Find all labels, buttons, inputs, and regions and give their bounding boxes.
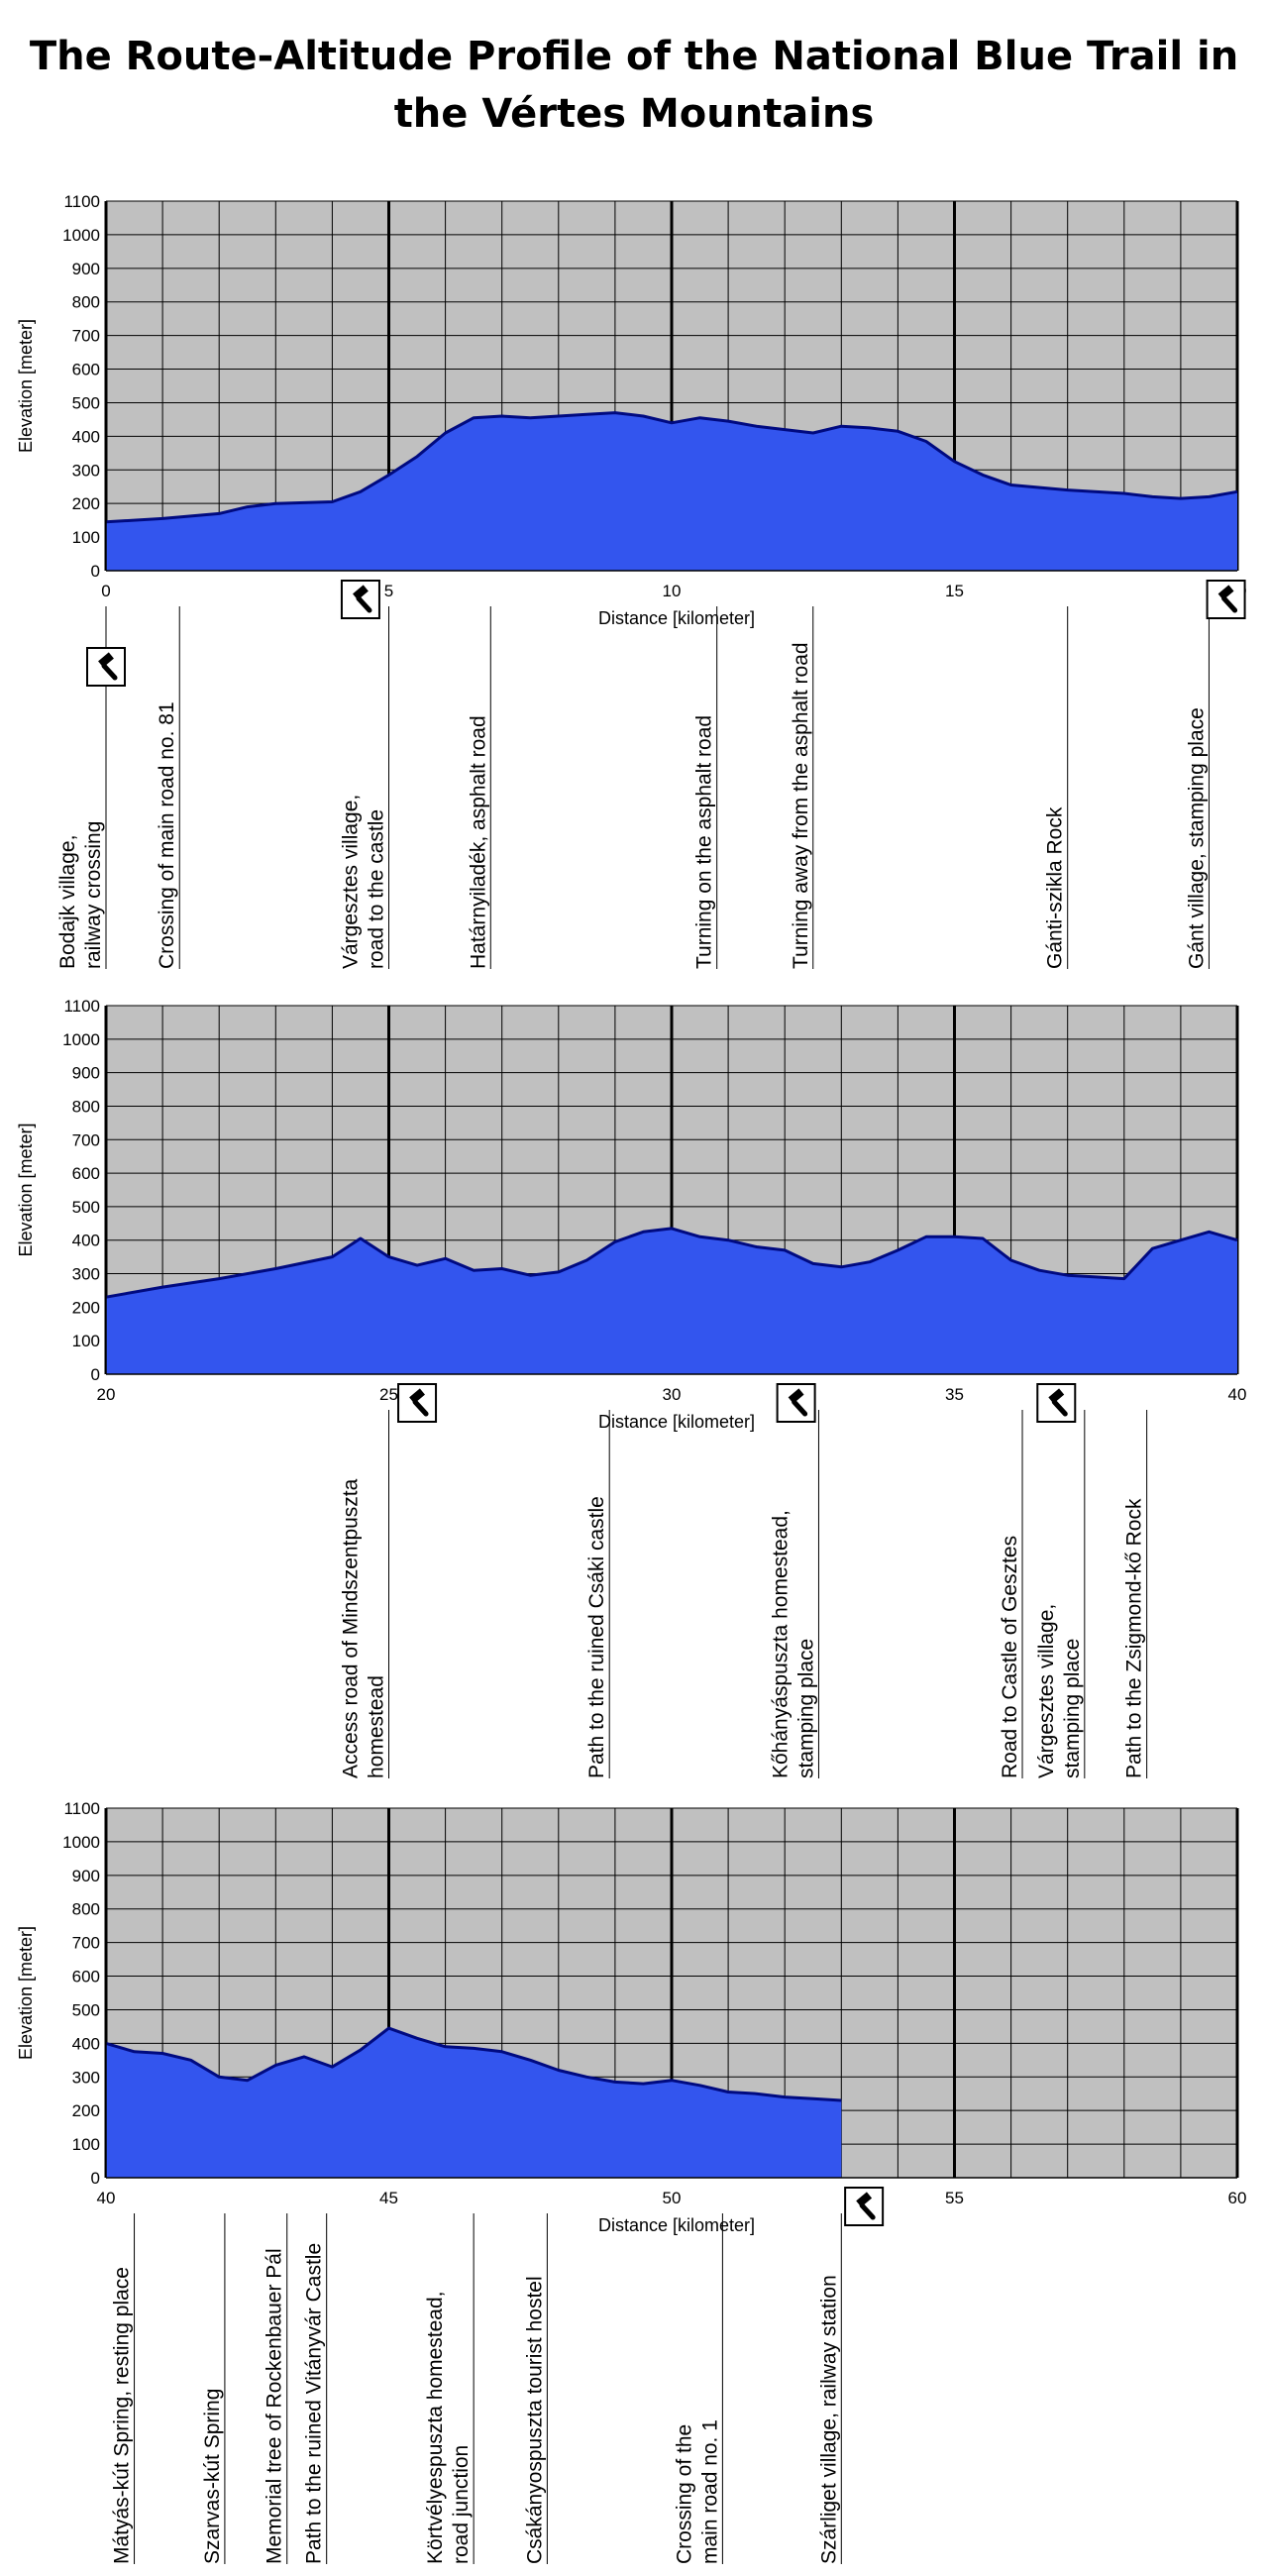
x-tick-label: 0 — [101, 582, 111, 600]
y-tick-label: 100 — [71, 2135, 100, 2155]
y-axis-label: Elevation [meter] — [16, 1123, 36, 1257]
y-tick-label: 800 — [71, 1899, 100, 1919]
x-tick-label: 15 — [945, 582, 964, 600]
landmark-label: Szarvas-kút Spring — [200, 2388, 224, 2564]
x-tick-label: 30 — [662, 1385, 682, 1404]
landmark-label: road to the castle — [365, 808, 388, 969]
x-tick-label: 45 — [379, 2189, 398, 2207]
y-tick-label: 800 — [71, 292, 100, 312]
stamp-icon — [398, 1384, 436, 1422]
x-tick-label: 25 — [379, 1385, 398, 1404]
landmark-label: Gánt village, stamping place — [1185, 707, 1209, 969]
landmark-label: Csákányospuszta tourist hostel — [523, 2276, 547, 2564]
y-tick-label: 300 — [71, 1264, 100, 1284]
landmark-label: Path to the ruined Vitányvár Castle — [302, 2242, 326, 2564]
stamp-icon — [342, 581, 379, 618]
landmark-label: Kőhányáspuszta homestead, — [769, 1510, 792, 1778]
x-axis-label: Distance [kilometer] — [597, 608, 756, 628]
landmark-label: road junction — [450, 2444, 474, 2564]
landmark-label: main road no. 1 — [698, 2419, 722, 2564]
y-tick-label: 300 — [71, 2068, 100, 2088]
y-tick-label: 400 — [71, 2034, 100, 2054]
y-tick-label: 1100 — [63, 1799, 100, 1818]
y-tick-label: 1000 — [62, 1029, 100, 1049]
y-tick-label: 1000 — [62, 1832, 100, 1852]
landmark-label: Memorial tree of Rockenbauer Pál — [263, 2248, 286, 2564]
landmark-label: Path to the ruined Csáki castle — [585, 1496, 609, 1778]
x-tick-label: 40 — [96, 2189, 116, 2207]
landmark-label: stamping place — [1060, 1638, 1084, 1778]
x-tick-label: 55 — [945, 2189, 964, 2207]
landmark-label: stamping place — [794, 1638, 818, 1778]
chart-panel-3 — [16, 1799, 1246, 2564]
y-tick-label: 700 — [71, 1933, 100, 1953]
x-tick-label: 60 — [1227, 2189, 1247, 2207]
y-tick-label: 0 — [90, 1365, 100, 1384]
y-tick-label: 200 — [71, 2101, 100, 2121]
y-tick-label: 400 — [71, 1231, 100, 1250]
y-tick-label: 1000 — [62, 225, 100, 245]
y-tick-label: 700 — [71, 1130, 100, 1150]
landmark-label: homestead — [365, 1675, 388, 1778]
y-tick-label: 600 — [71, 1967, 100, 1986]
x-axis-label: Distance [kilometer] — [597, 2215, 756, 2235]
y-tick-label: 700 — [71, 326, 100, 346]
chart-panel-1 — [16, 192, 1246, 969]
landmark-label: Körtvélyespuszta homestead, — [424, 2291, 448, 2564]
x-tick-label: 20 — [96, 1385, 116, 1404]
landmark-label: Road to Castle of Gesztes — [999, 1535, 1022, 1778]
chart-panel-2 — [16, 997, 1246, 1778]
y-tick-label: 500 — [71, 393, 100, 413]
landmark-label: Path to the Zsigmond-kő Rock — [1122, 1498, 1146, 1778]
landmark-label: Crossing of main road no. 81 — [156, 701, 179, 969]
landmark-label: Határnyiladék, asphalt road — [467, 715, 490, 969]
stamp-icon — [1037, 1384, 1075, 1422]
y-tick-label: 0 — [90, 562, 100, 581]
x-axis-label: Distance [kilometer] — [597, 1412, 756, 1432]
y-tick-label: 1100 — [63, 192, 100, 211]
y-tick-label: 200 — [71, 1298, 100, 1318]
x-tick-label: 40 — [1227, 1385, 1247, 1404]
stamp-icon — [778, 1384, 815, 1422]
y-tick-label: 400 — [71, 427, 100, 447]
y-tick-label: 500 — [71, 2000, 100, 2020]
y-tick-label: 200 — [71, 494, 100, 514]
y-tick-label: 1100 — [63, 997, 100, 1016]
y-tick-label: 500 — [71, 1197, 100, 1217]
x-tick-label: 35 — [945, 1385, 964, 1404]
title-line-1: The Route-Altitude Profile of the National Blue Trail in — [29, 34, 1239, 79]
landmark-label: Turning away from the asphalt road — [789, 642, 812, 969]
y-axis-label: Elevation [meter] — [16, 318, 36, 454]
x-tick-label: 50 — [662, 2189, 682, 2207]
stamp-icon — [845, 2188, 883, 2225]
landmark-label: Bodajk village, — [56, 834, 79, 969]
y-tick-label: 900 — [71, 1063, 100, 1083]
landmark-label: Várgesztes village, — [339, 794, 363, 969]
landmark-label: Mátyás-kút Spring, resting place — [110, 2267, 134, 2564]
landmark-label: Szárliget village, railway station — [817, 2275, 841, 2564]
y-tick-label: 600 — [71, 1164, 100, 1184]
y-tick-label: 900 — [71, 259, 100, 278]
y-tick-label: 100 — [71, 1332, 100, 1351]
title-line-2: the Vértes Mountains — [393, 91, 875, 137]
y-tick-label: 100 — [71, 528, 100, 548]
y-tick-label: 800 — [71, 1097, 100, 1117]
x-tick-label: 10 — [662, 582, 682, 600]
y-tick-label: 900 — [71, 1866, 100, 1885]
landmark-label: Gánti-szikla Rock — [1043, 806, 1067, 969]
y-tick-label: 300 — [71, 461, 100, 481]
landmark-label: Turning on the asphalt road — [692, 714, 716, 969]
y-tick-label: 600 — [71, 360, 100, 379]
landmark-label: railway crossing — [82, 820, 105, 969]
stamp-icon — [87, 648, 125, 686]
landmark-label: Crossing of the — [673, 2423, 696, 2564]
y-axis-label: Elevation [meter] — [16, 1925, 36, 2061]
y-tick-label: 0 — [90, 2169, 100, 2188]
x-tick-label: 5 — [383, 582, 394, 600]
landmark-label: Várgesztes village, — [1034, 1603, 1058, 1778]
stamp-icon — [1208, 581, 1245, 618]
landmark-label: Access road of Mindszentpuszta — [339, 1478, 363, 1778]
